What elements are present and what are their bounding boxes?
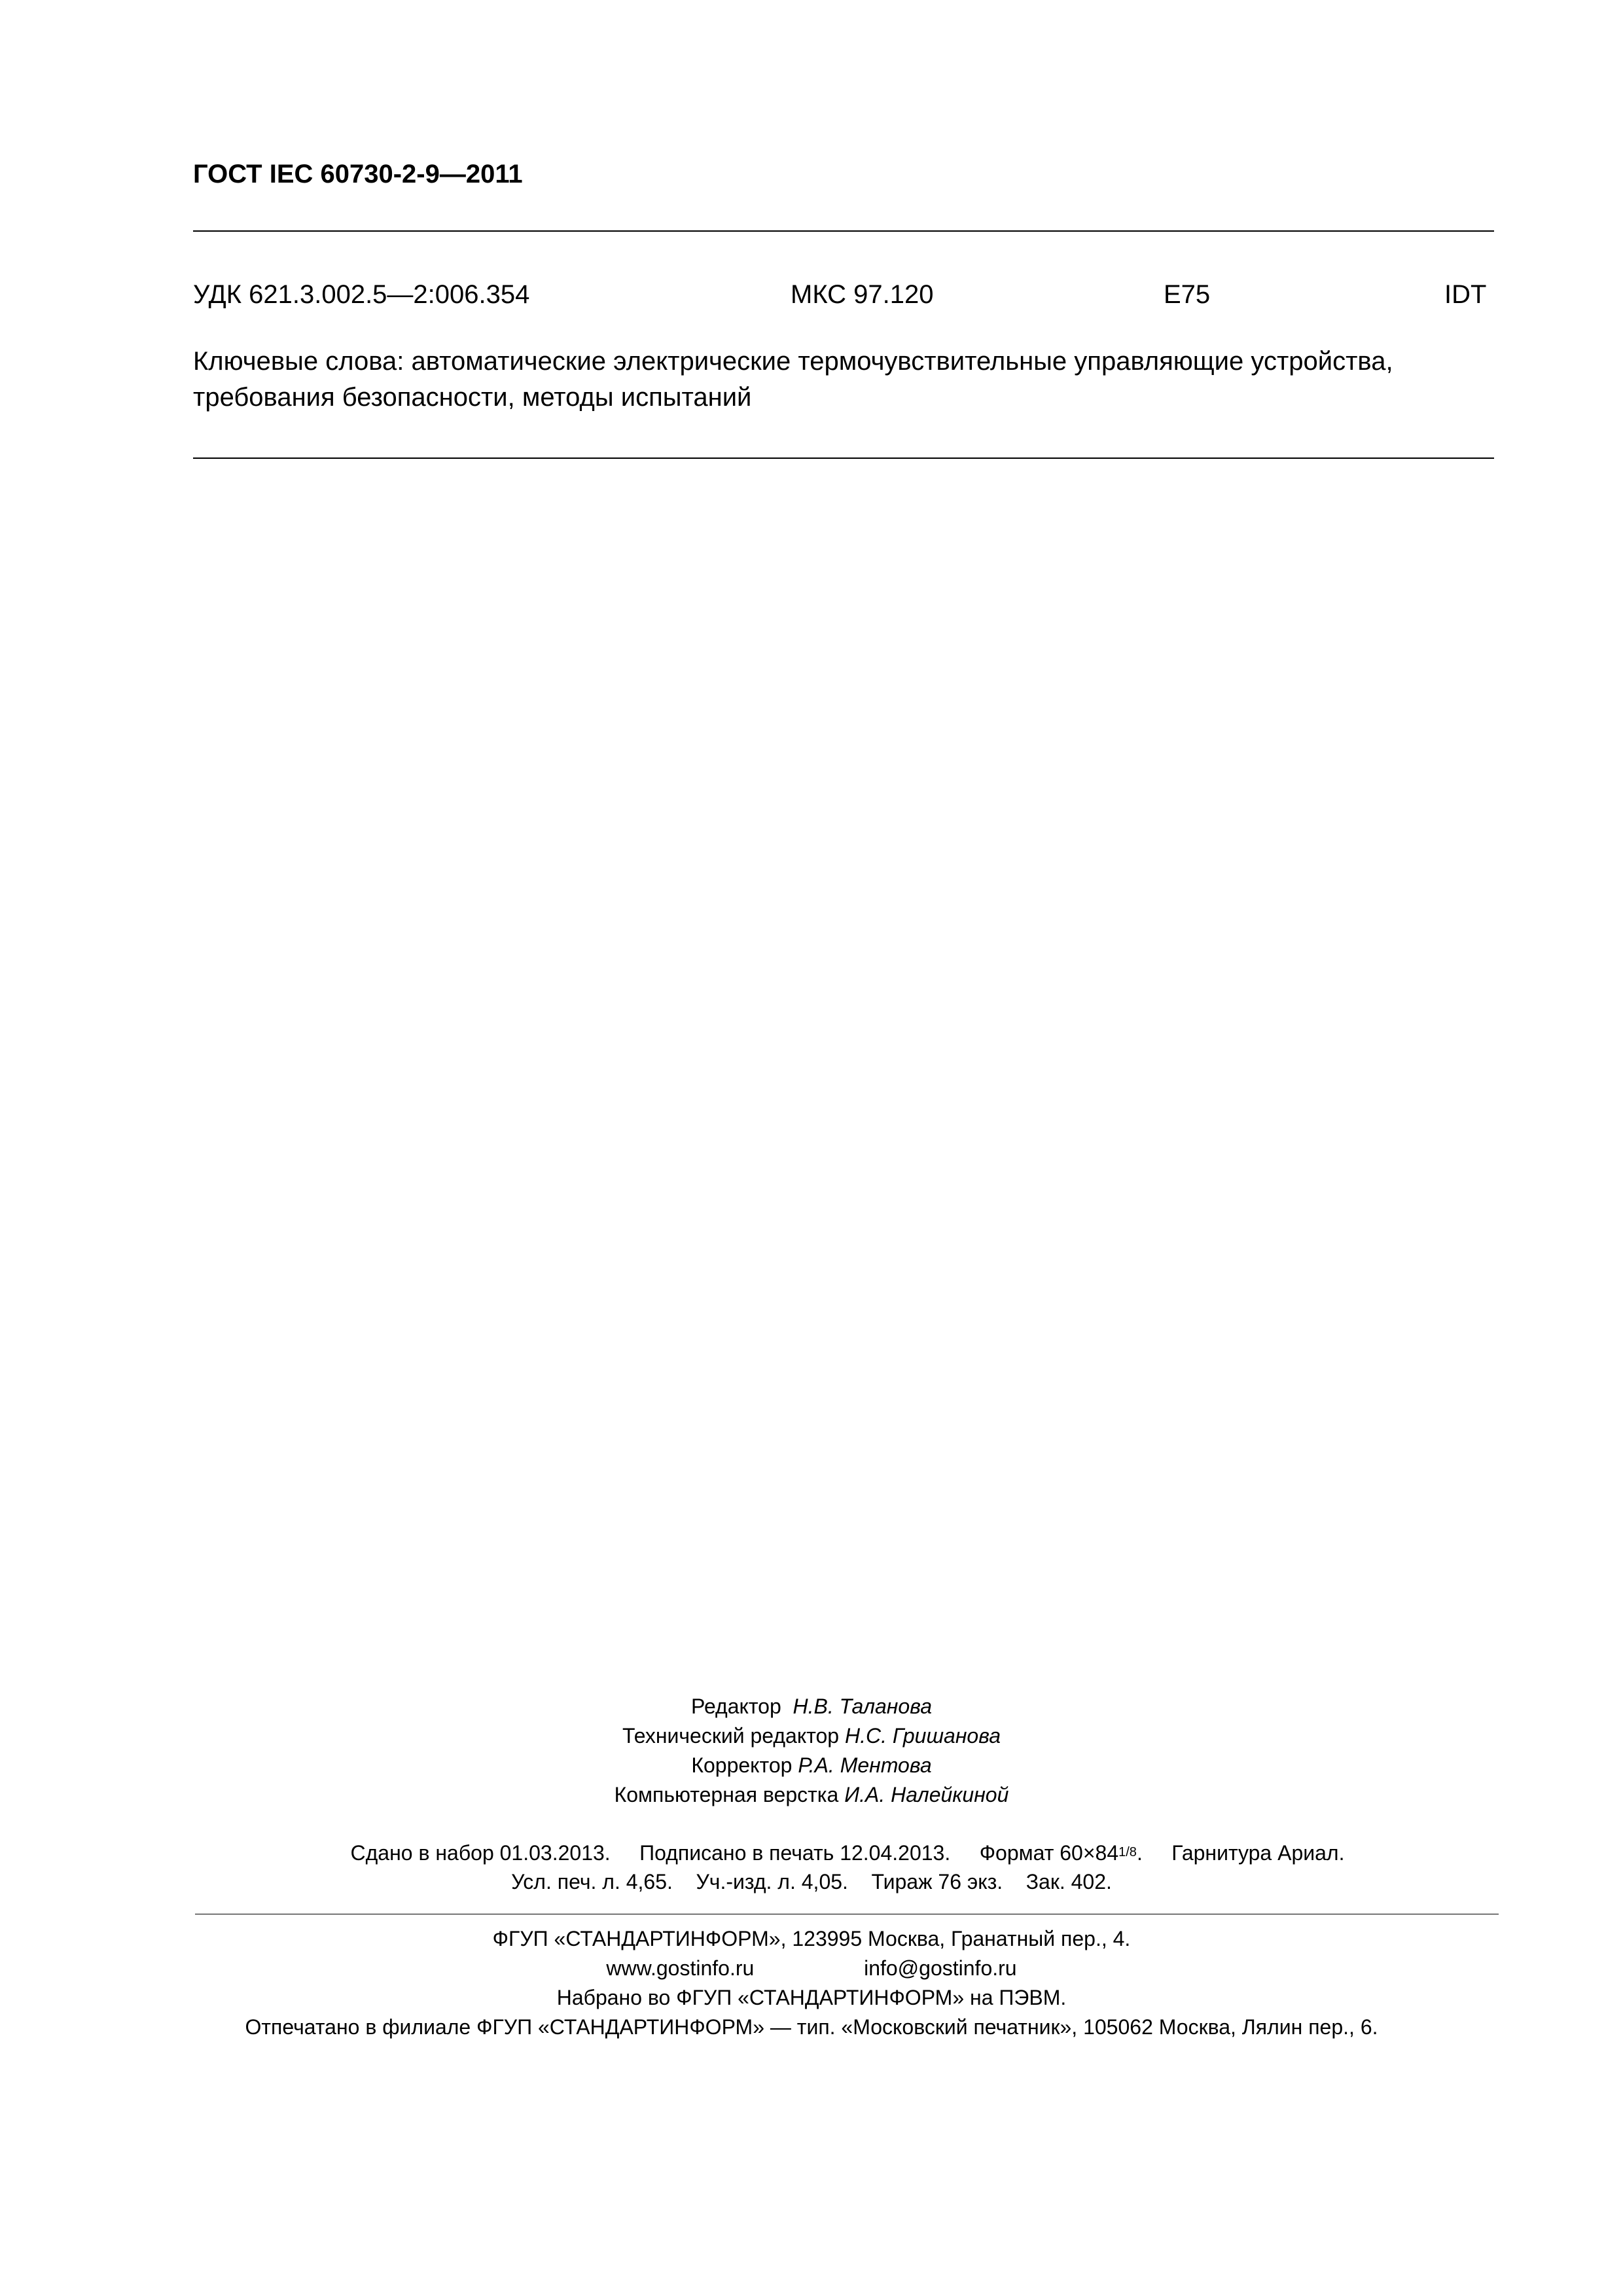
keywords-rule xyxy=(193,457,1494,459)
editor-name: Н.В. Таланова xyxy=(793,1695,932,1718)
document-title: ГОСТ IEC 60730-2-9—2011 xyxy=(193,160,523,188)
tech-editor-name: Н.С. Гришанова xyxy=(844,1724,1001,1748)
publisher-email: info@gostinfo.ru xyxy=(864,1956,1017,1980)
header-rule xyxy=(193,230,1494,232)
publisher-website: www.gostinfo.ru xyxy=(606,1956,755,1980)
idt-label: IDT xyxy=(1444,280,1487,309)
layout-line: Компьютерная верстка И.А. Налейкиной xyxy=(614,1783,1009,1806)
typeset-note: Набрано во ФГУП «СТАНДАРТИНФОРМ» на ПЭВМ. xyxy=(556,1986,1067,2009)
keywords-line-2: требования безопасности, методы испытаний xyxy=(193,383,752,412)
keywords-line-1: Ключевые слова: автоматические электрические термочувствительные управляющие устройства, xyxy=(193,347,1393,376)
keywords xyxy=(193,344,1502,416)
editor-line: Редактор Н.В. Таланова xyxy=(691,1695,932,1718)
layout-name: И.А. Налейкиной xyxy=(844,1783,1009,1806)
print-info-line-1: Сдано в набор 01.03.2013. Подписано в печать 12.04.2013. Формат 60×841/8. Гарнитура Ариал. xyxy=(350,1841,1345,1865)
group-code: Е75 xyxy=(1164,280,1211,309)
printing-note: Отпечатано в филиале ФГУП «СТАНДАРТИНФОРМ» — тип. «Московский печатник», 105062 Москва, Лялин пер., 6. xyxy=(245,2015,1378,2039)
corrector-name: Р.А. Ментова xyxy=(798,1753,932,1777)
print-info-line-2: Усл. печ. л. 4,65. Уч.-изд. л. 4,05. Тираж 76 экз. Зак. 402. xyxy=(511,1870,1112,1893)
publisher-address: ФГУП «СТАНДАРТИНФОРМ», 123995 Москва, Гранатный пер., 4. xyxy=(492,1927,1131,1950)
corrector-line: Корректор Р.А. Ментова xyxy=(691,1753,932,1777)
udk-code: УДК 621.3.002.5—2:006.354 xyxy=(193,280,530,309)
publisher-contacts xyxy=(0,1954,1623,1983)
tech-editor-line: Технический редактор Н.С. Гришанова xyxy=(622,1724,1001,1748)
mks-code: МКС 97.120 xyxy=(791,280,934,309)
